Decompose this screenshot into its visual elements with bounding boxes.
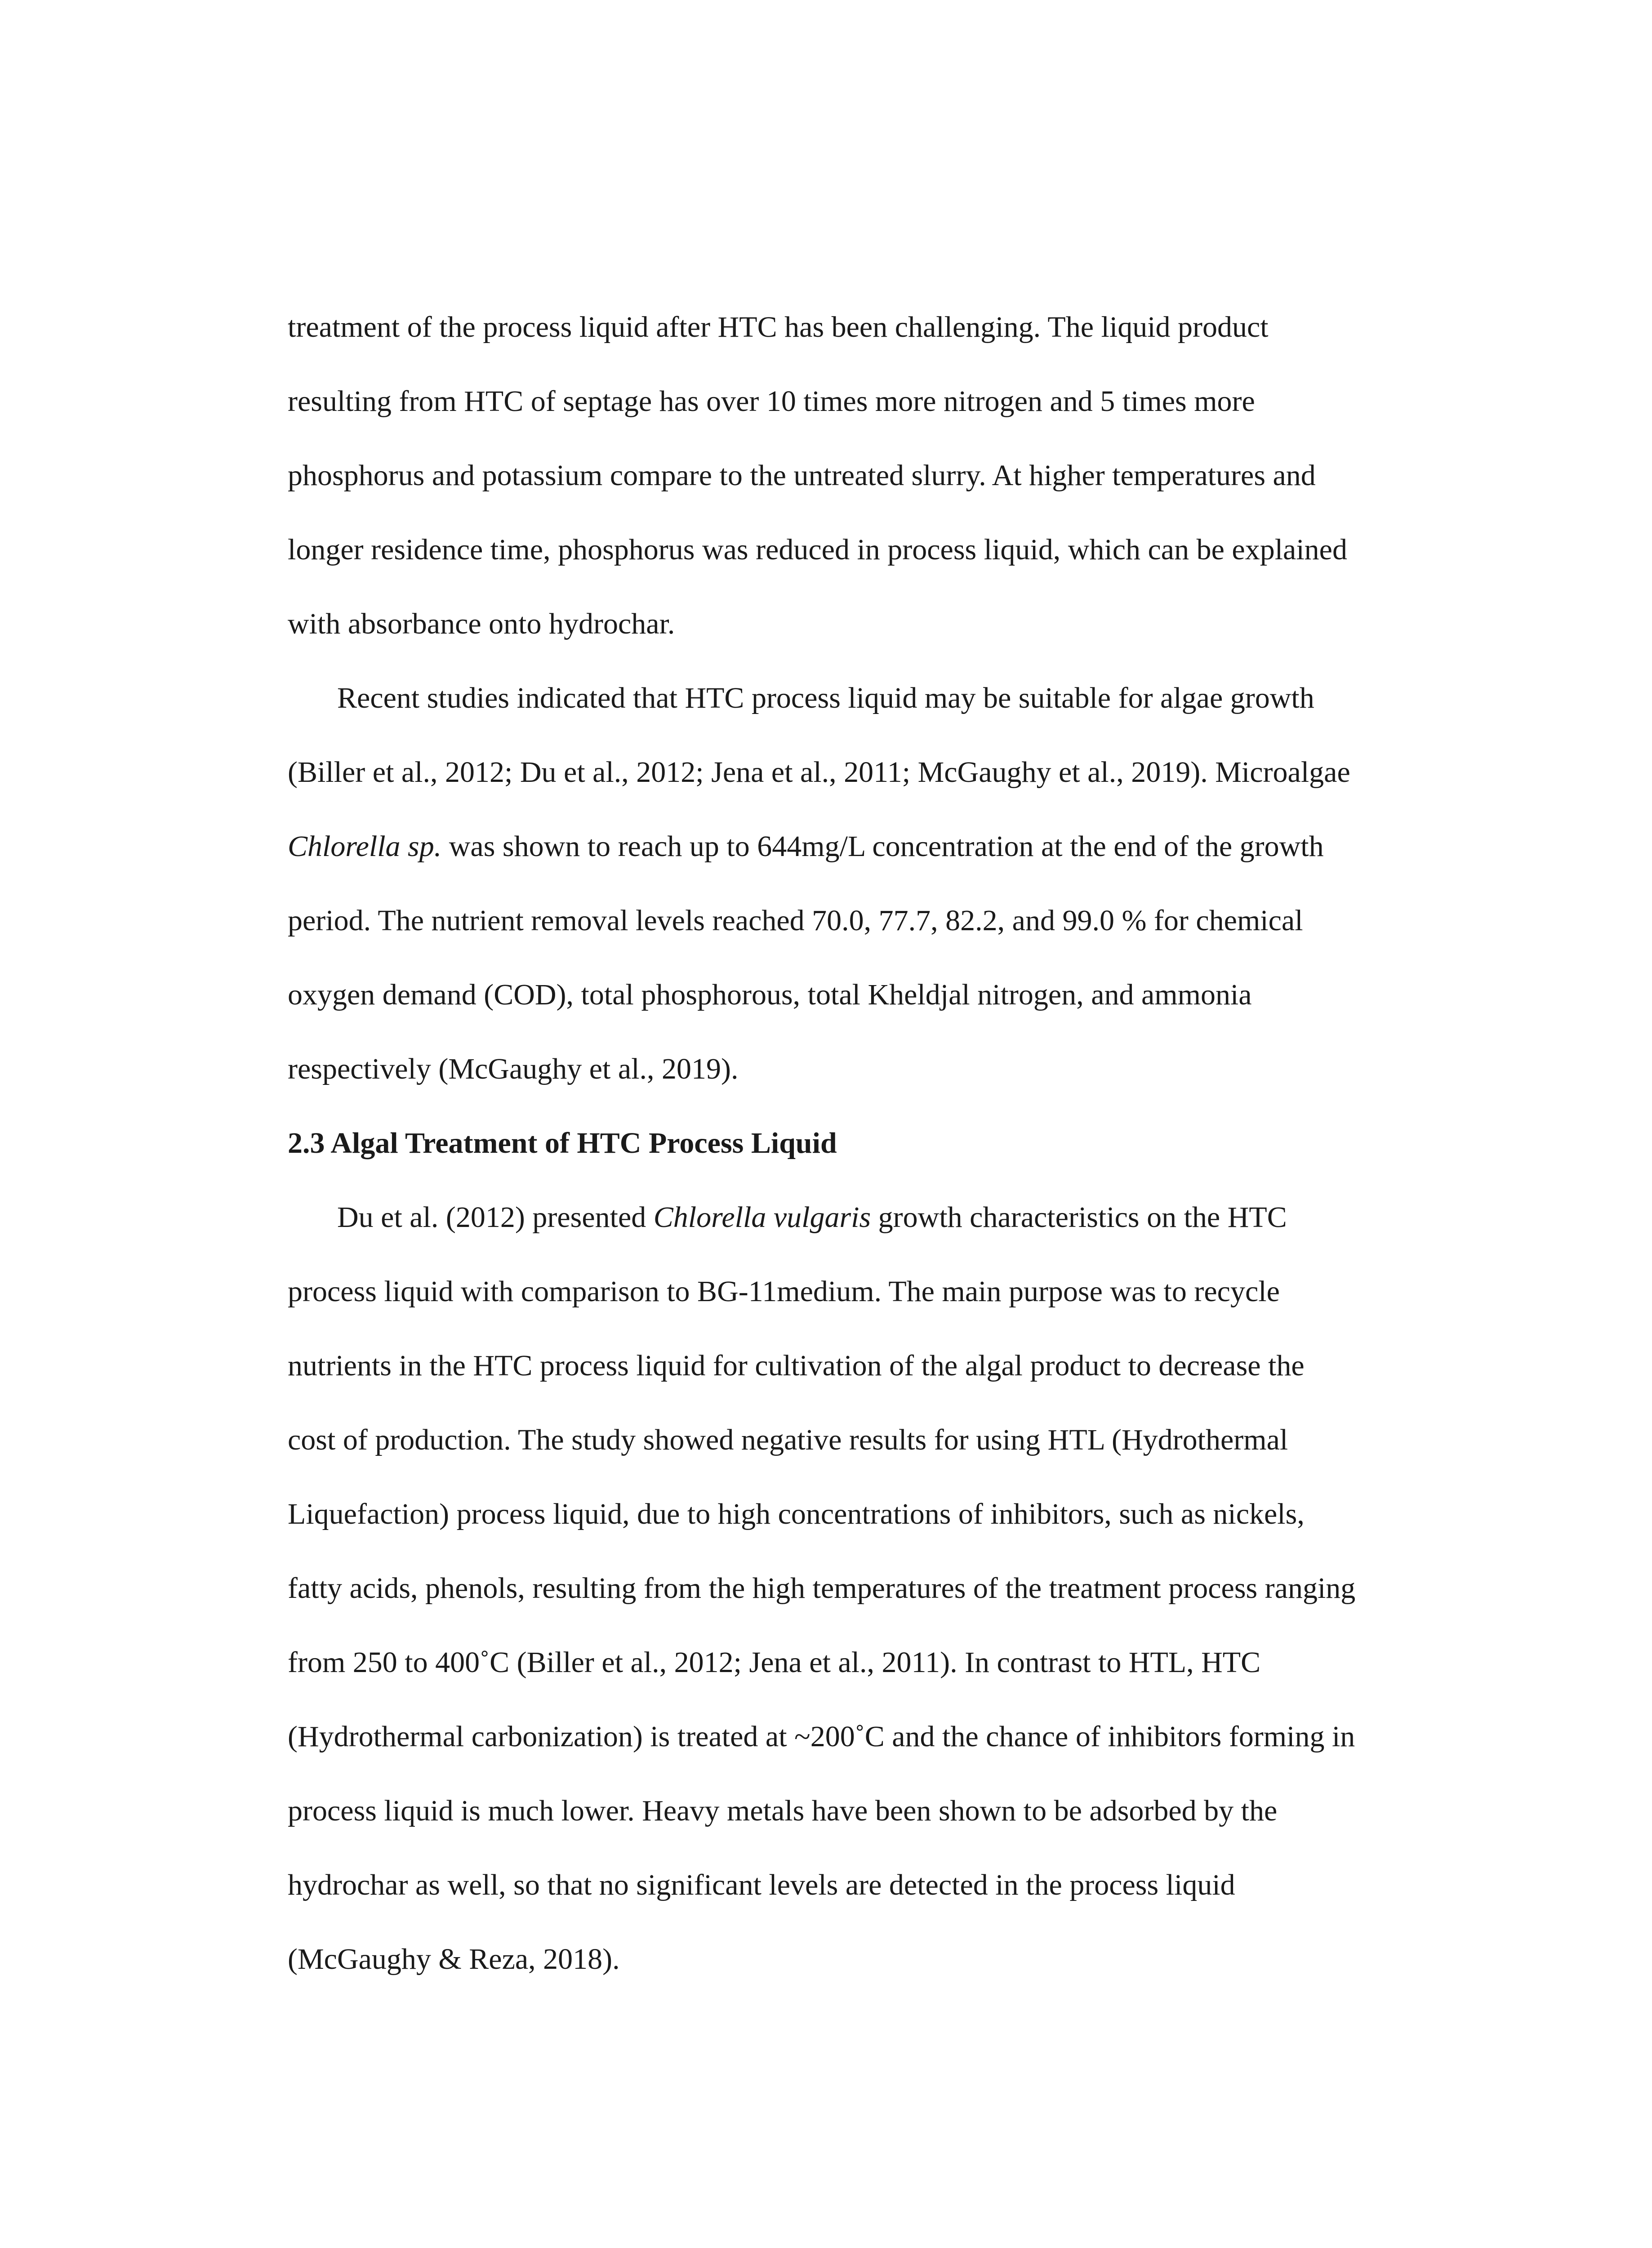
text-line: treatment of the process liquid after HTC has been challenging. The liquid product [288,311,1269,343]
text-run: was shown to reach up to 644mg/L concentration at the end of the growth [441,830,1324,863]
text-line: hydrochar as well, so that no significant levels are detected in the process liquid [288,1869,1235,1901]
text-line: phosphorus and potassium compare to the untreated slurry. At higher temperatures and [288,459,1316,492]
text-run: growth characteristics on the HTC [871,1201,1287,1234]
text-run: Du et al. (2012) presented [337,1201,654,1234]
text-line: oxygen demand (COD), total phosphorous, total Kheldjal nitrogen, and ammonia [288,978,1252,1011]
text-line [288,809,1447,883]
text-line: (McGaughy & Reza, 2018). [288,1943,620,1976]
text-line: longer residence time, phosphorus was reduced in process liquid, which can be explained [288,533,1347,566]
text-line: fatty acids, phenols, resulting from the high temperatures of the treatment process ranging [288,1572,1356,1605]
text-line: Liquefaction) process liquid, due to high concentrations of inhibitors, such as nickels, [288,1498,1305,1530]
text-line [288,1180,1447,1254]
section-heading: 2.3 Algal Treatment of HTC Process Liquid [288,1127,837,1160]
text-line: with absorbance onto hydrochar. [288,607,675,640]
paragraph-3 [288,1180,1447,1996]
text-line: nutrients in the HTC process liquid for cultivation of the algal product to decrease the [288,1349,1305,1382]
species-name-italic: Chlorella sp. [288,830,442,863]
body-text [288,290,1447,1996]
text-line: process liquid is much lower. Heavy metals have been shown to be adsorbed by the [288,1794,1278,1827]
text-line: period. The nutrient removal levels reached 70.0, 77.7, 82.2, and 99.0 % for chemical [288,904,1303,937]
paragraph-2 [288,661,1447,1106]
species-name-italic: Chlorella vulgaris [653,1201,871,1234]
text-line: from 250 to 400˚C (Biller et al., 2012; Jena et al., 2011). In contrast to HTL, HTC [288,1646,1261,1679]
text-line: (Biller et al., 2012; Du et al., 2012; Jena et al., 2011; McGaughy et al., 2019). Microalgae [288,756,1350,789]
text-line: respectively (McGaughy et al., 2019). [288,1053,739,1085]
text-line: resulting from HTC of septage has over 10 times more nitrogen and 5 times more [288,385,1255,418]
paragraph-1 [288,290,1447,661]
text-line: Recent studies indicated that HTC process liquid may be suitable for algae growth [337,682,1314,714]
text-line: cost of production. The study showed negative results for using HTL (Hydrothermal [288,1423,1288,1456]
text-line: process liquid with comparison to BG-11medium. The main purpose was to recycle [288,1275,1280,1308]
text-line: (Hydrothermal carbonization) is treated at ~200˚C and the chance of inhibitors forming in [288,1720,1355,1753]
